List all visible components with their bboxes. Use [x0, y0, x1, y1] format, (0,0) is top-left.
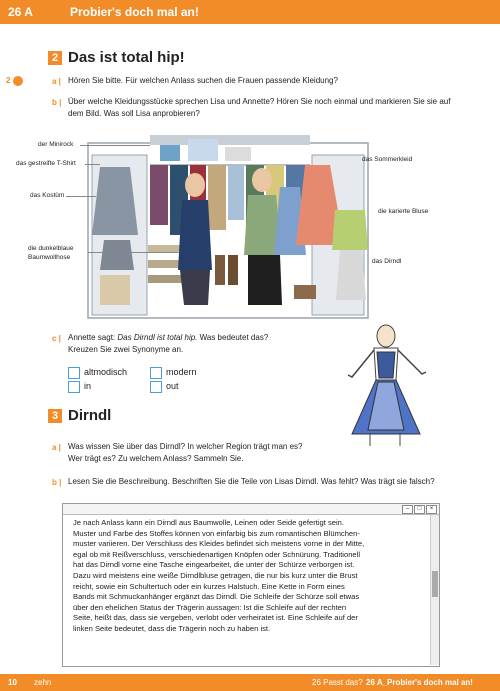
text-line: Dazu wird meistens eine weiße Dirndlbluse getragen, die nur bis kurz unter die Brust [73, 570, 358, 580]
exercise-2b-text [68, 96, 488, 120]
label-dirndl: das Dirndl [372, 258, 402, 265]
text-line: egal ob mit Reißverschluss, verschiedenartigen Knöpfen oder Schnürung. Traditionell [73, 549, 361, 559]
text-line: Bands mit Schmuckanhänger ergänzt das Dirndl. Die Schleife der Schürze soll etwas [73, 592, 360, 602]
text-line: hat das Dirndl vorne eine Tasche eingearbeitet, die unter der Schürze verborgen ist. [73, 560, 355, 570]
exercise-2c-post: Was bedeutet das? [197, 333, 269, 342]
exercise-2a-label: a | [52, 77, 61, 86]
exercise-3b-label: b | [52, 478, 62, 487]
window-titlebar [63, 504, 439, 515]
section-3-number: 3 [48, 409, 62, 423]
dirndl-figure-illustration [330, 322, 440, 447]
audio-track-number: 2 [6, 76, 11, 86]
section-3-title: Dirndl [68, 407, 112, 424]
scrollbar[interactable] [430, 515, 439, 665]
option-out: out [166, 381, 179, 391]
maximize-icon[interactable]: □ [414, 505, 425, 514]
label-kostuem: das Kostüm [30, 192, 65, 199]
exercise-3b-text: Lesen Sie die Beschreibung. Beschriften Sie die Teile von Lisas Dirndl. Was fehlt? Was trägt sie falsch? [68, 477, 435, 486]
section-2-title: Das ist total hip! [68, 49, 185, 66]
exercise-3a-text [68, 441, 368, 465]
section-2-number: 2 [48, 51, 62, 65]
exercise-3a-line1: Was wissen Sie über das Dirndl? In welcher Region trägt man es? [68, 442, 303, 451]
label-sommerkleid: das Sommerkleid [362, 156, 413, 163]
label-baumwollhose [28, 244, 74, 262]
audio-track[interactable] [6, 76, 23, 86]
exercise-2b-label: b | [52, 98, 62, 107]
footer-chapter: 26 Passt das? [312, 678, 363, 687]
page-number-word: zehn [34, 678, 52, 687]
minimize-icon[interactable]: – [402, 505, 413, 514]
option-in: in [84, 381, 92, 391]
label-karierte-bluse: die karierte Bluse [378, 208, 429, 215]
page-number: 10 [8, 678, 17, 687]
label-minirock: der Minirock [38, 141, 74, 148]
label-tshirt: das gestreifte T-Shirt [16, 160, 76, 167]
checkbox-in[interactable] [68, 381, 80, 393]
exercise-2c-line2: Kreuzen Sie zwei Synonyme an. [68, 345, 184, 354]
unit-header-bar [0, 0, 500, 24]
text-window [62, 503, 440, 667]
text-line: Je nach Anlass kann ein Dirndl aus Baumwolle, Leinen oder Seide gefertigt sein. [73, 518, 345, 527]
option-modern: modern [166, 367, 197, 377]
exercise-2c-label: c | [52, 334, 61, 343]
exercise-3a-line2: Wer trägt es? Zu welchem Anlass? Sammeln Sie. [68, 454, 244, 463]
exercise-2b-line1: Über welche Kleidungsstücke sprechen Lisa und Annette? Hören Sie noch einmal und markieren Sie sie auf [68, 97, 451, 106]
close-icon[interactable]: × [426, 505, 437, 514]
dirndl-description [73, 518, 418, 635]
page-footer [0, 674, 500, 691]
text-line: Seite, heißt das, dass sie vergeben, verlobt oder verheiratet ist. Eine Schleife auf der [73, 613, 358, 623]
text-line: muster variieren. Der Verschluss des Kleides befindet sich meistens vorne in der Mitte, [73, 539, 365, 549]
text-line: Muster und Farbe des Stoffes können von einfarbig bis zum romantischen Blümchen- [73, 528, 360, 538]
pointer-line [66, 196, 96, 197]
exercise-2b-line2: dem Bild. Was soll Lisa anprobieren? [68, 109, 200, 118]
cd-icon [13, 76, 23, 86]
exercise-2c-pre: Annette sagt: [68, 333, 118, 342]
text-line: reicht, sowie ein Schultertuch oder ein kurzes Halstuch. Eine Kette in Form eines [73, 581, 345, 591]
scrollbar-thumb[interactable] [432, 571, 438, 597]
pointer-line [80, 145, 150, 146]
checkbox-out[interactable] [150, 381, 162, 393]
label-baumwollhose-line1: die dunkelblaue [28, 245, 74, 252]
checkbox-modern[interactable] [150, 367, 162, 379]
pointer-line [85, 164, 100, 165]
footer-section: 26 A_Probier's doch mal an! [366, 678, 473, 687]
text-line: linken Seite bedeutet, dass die Trägerin noch zu haben ist. [73, 623, 271, 633]
exercise-2a-text: Hören Sie bitte. Für welchen Anlass suchen die Frauen passende Kleidung? [68, 76, 338, 85]
exercise-2c-text [68, 332, 318, 356]
label-baumwollhose-line2: Baumwollhose [28, 254, 71, 261]
pointer-line [88, 252, 178, 253]
text-line: über den ehelichen Status der Trägerin aussagen: Ist die Schleife auf der rechten [73, 602, 347, 612]
checkbox-altmodisch[interactable] [68, 367, 80, 379]
option-altmodisch: altmodisch [84, 367, 128, 377]
exercise-2c-quote: Das Dirndl ist total hip. [117, 333, 198, 342]
exercise-3a-label: a | [52, 443, 61, 452]
unit-number: 26 A [8, 5, 33, 19]
wardrobe-illustration [0, 125, 500, 325]
unit-title: Probier's doch mal an! [70, 5, 199, 19]
